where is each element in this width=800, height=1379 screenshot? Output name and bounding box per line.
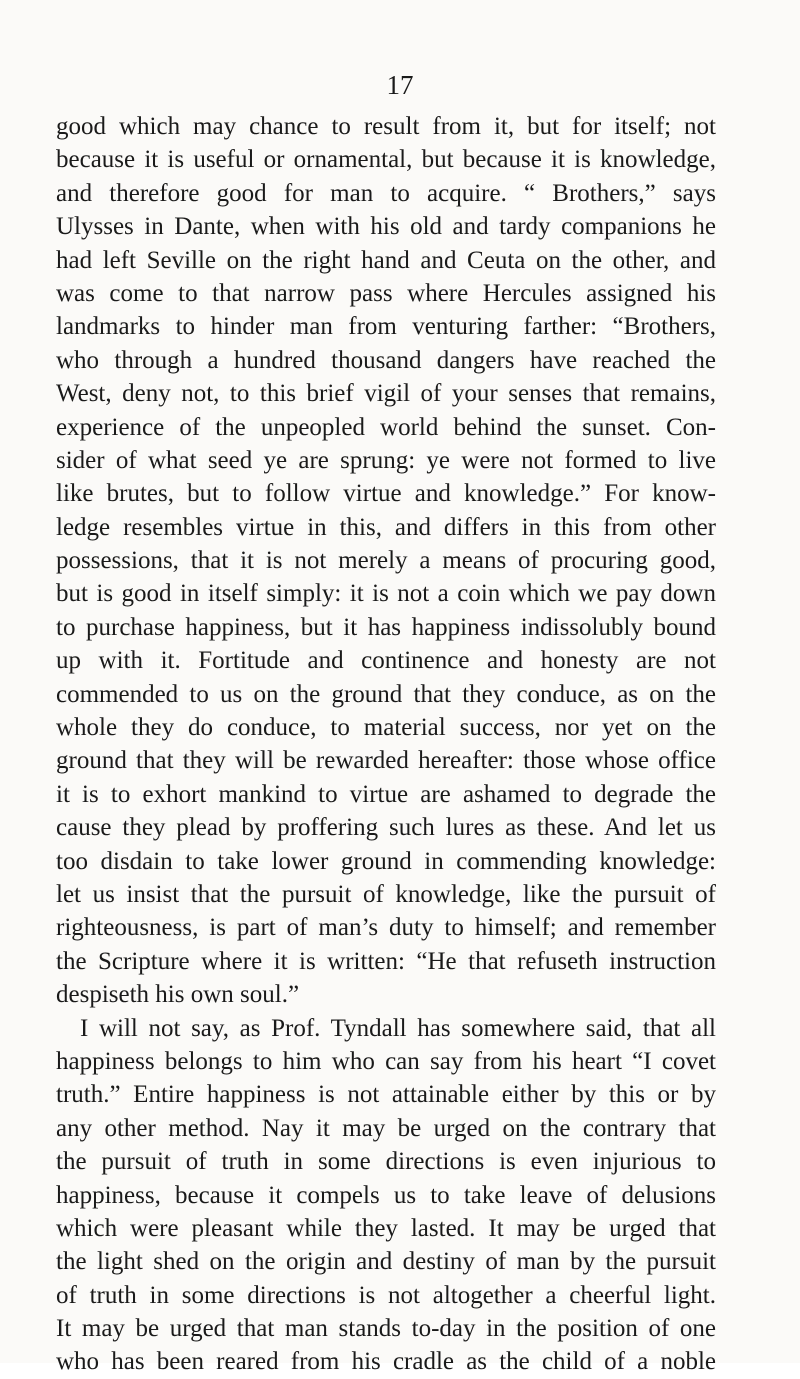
- text-line: the Scripture where it is written: “He that refuseth instruction: [56, 947, 716, 975]
- text-line: commended to us on the ground that they conduce, as on the: [56, 680, 716, 708]
- text-line: of truth in some directions is not altogether a cheerful light.: [56, 1281, 716, 1309]
- text-line: righteousness, is part of man’s duty to himself; and remember: [56, 914, 716, 942]
- text-line: had left Seville on the right hand and Ceuta on the other, and: [56, 246, 716, 274]
- text-line: cause they plead by proffering such lures as these. And let us: [56, 814, 716, 842]
- body-text: [56, 110, 716, 1379]
- text-line: was come to that narrow pass where Hercules assigned his: [56, 279, 716, 307]
- text-line: to purchase happiness, but it has happiness indissolubly bound: [56, 613, 716, 641]
- text-line: possessions, that it is not merely a means of procuring good,: [56, 547, 716, 575]
- text-line: It may be urged that man stands to-day in the position of one: [56, 1315, 716, 1343]
- text-line: who has been reared from his cradle as the child of a noble: [56, 1348, 716, 1376]
- text-line: landmarks to hinder man from venturing farther: “Brothers,: [56, 313, 716, 341]
- text-line: like brutes, but to follow virtue and knowledge.” For know-: [56, 480, 716, 508]
- text-line: who through a hundred thousand dangers have reached the: [56, 346, 716, 374]
- text-line: happiness belongs to him who can say from his heart “I covet: [56, 1047, 716, 1075]
- text-line: which were pleasant while they lasted. It may be urged that: [56, 1214, 716, 1242]
- text-line: the pursuit of truth in some directions is even injurious to: [56, 1148, 716, 1176]
- text-line: the light shed on the origin and destiny of man by the pursuit: [56, 1248, 716, 1276]
- text-line: let us insist that the pursuit of knowledge, like the pursuit of: [56, 880, 716, 908]
- text-line: experience of the unpeopled world behind the sunset. Con-: [56, 413, 716, 441]
- text-line: ledge resembles virtue in this, and differs in this from other: [56, 513, 716, 541]
- text-line: Ulysses in Dante, when with his old and tardy companions he: [56, 213, 716, 241]
- text-line: but is good in itself simply: it is not a coin which we pay down: [56, 580, 716, 608]
- text-line: West, deny not, to this brief vigil of your senses that remains,: [56, 380, 716, 408]
- text-line: and therefore good for man to acquire. “ Brothers,” says: [56, 179, 716, 207]
- text-line: up with it. Fortitude and continence and honesty are not: [56, 647, 716, 675]
- text-line: sider of what seed ye are sprung: ye were not formed to live: [56, 446, 716, 474]
- text-line: truth.” Entire happiness is not attainable either by this or by: [56, 1081, 716, 1109]
- paragraph-end-line: despiseth his own soul.”: [56, 981, 300, 1009]
- paragraph-start-line: I will not say, as Prof. Tyndall has somewhere said, that all: [80, 1014, 716, 1042]
- text-line: ground that they will be rewarded hereafter: those whose office: [56, 747, 716, 775]
- text-line: any other method. Nay it may be urged on the contrary that: [56, 1114, 716, 1142]
- text-line: because it is useful or ornamental, but because it is knowledge,: [56, 146, 716, 174]
- text-line: it is to exhort mankind to virtue are ashamed to degrade the: [56, 780, 716, 808]
- text-line: whole they do conduce, to material success, nor yet on the: [56, 714, 716, 742]
- text-line: good which may chance to result from it, but for itself; not: [56, 113, 716, 140]
- text-line: happiness, because it compels us to take leave of delusions: [56, 1181, 716, 1209]
- page-number: 17: [386, 70, 414, 100]
- text-line: too disdain to take lower ground in commending knowledge:: [56, 847, 716, 875]
